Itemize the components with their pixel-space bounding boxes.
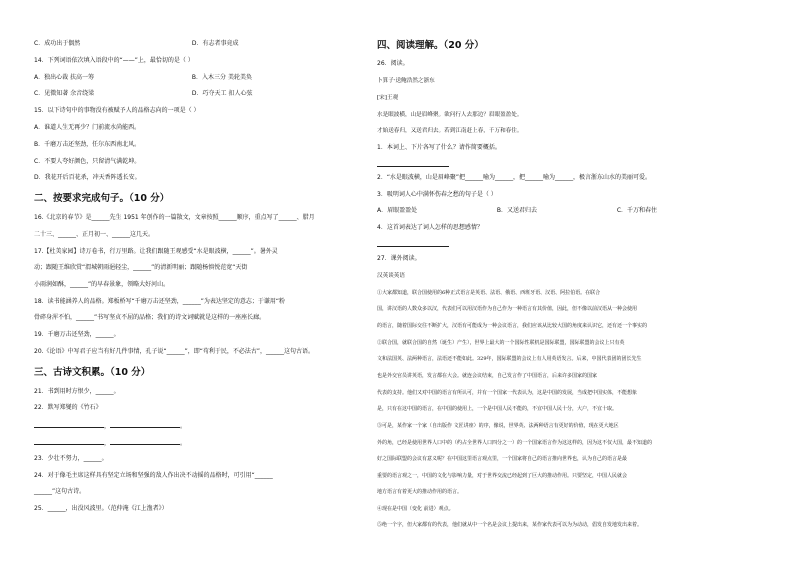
reading-q1-answer <box>377 160 449 170</box>
reading-q1: 1．本词上、下片各写了什么？请作简要概括。 <box>377 144 501 151</box>
essay-line: 重要的语言观之一，中国的文化与影响力量，对于世界交流已经起到了巨大的推动作用。只要坚定，中国人民就会 <box>377 473 628 479</box>
q20: 20.《论语》中写君子应当有好几件事情，孔子说“______”，即“苟利于民，不必法古”，______这句古语。 <box>34 348 314 355</box>
q17-line-1: 17.【杜美家园】诗万卷书，行万里路。让我们跟随王观感受“水是眼波横，______”。暑外灵 <box>34 248 278 255</box>
answer-blank[interactable] <box>34 421 104 428</box>
q24-line-2: ______”这句古诗。 <box>34 488 86 495</box>
q14-options-cd <box>34 90 252 98</box>
essay-line: 外的角，已经是使用世界人口中的（约占全世界人口四分之一）的一个国家语言作为这这样的，因为这不仅大国，最不知道的 <box>377 440 653 446</box>
q3-option-c[interactable]: C．千万和春住 <box>616 207 658 214</box>
q13-option-d[interactable]: D．有志者事竟成 <box>191 40 239 47</box>
reading-q3-options <box>377 207 657 215</box>
q27: 27．课外阅读。 <box>377 255 421 262</box>
q15-option-a[interactable]: A．谁道人生无再少？门前流水尚能西。 <box>34 124 141 131</box>
q14-options-ab <box>34 74 252 82</box>
essay-line: 好之国际联盟的会议有意义呢？在中国这里语言观点里，一个国家将自己的语言推向世界也，认为自己的语言是最 <box>377 456 628 462</box>
q26: 26．阅读。 <box>377 60 409 67</box>
q13-options <box>34 40 239 48</box>
q22-answer-row-2: ， 。 <box>34 438 186 448</box>
q16-line-1: 16.《北京的春节》是______先生 1951 年创作的一篇散文，文章按照______顺序，重点写了______、腊月 <box>34 214 315 221</box>
poem-author: [宋]王观 <box>377 95 399 101</box>
q15-option-b[interactable]: B．千磨万击还坚劲，任尔东西南北风。 <box>34 141 141 148</box>
q16-line-2: 二十三、______、正月初一、______这几天。 <box>34 231 155 238</box>
q14-stem: 14．下列词语依次填入语段中的“——”上，最恰切的是（ ） <box>34 57 194 64</box>
answer-blank[interactable] <box>34 438 104 445</box>
q14-option-b[interactable]: B．入木三分 美轮美奂 <box>191 74 252 81</box>
answer-blank[interactable] <box>110 438 180 445</box>
answer-blank[interactable] <box>377 160 449 167</box>
essay-title: 汉英谈英语 <box>377 273 405 279</box>
q17-line-3: 小雨润如酥，______”的早春景象，领略大好河山。 <box>34 281 170 288</box>
reading-q3: 3．吸明词人心中满怀伤春之愁的句子是（ ） <box>377 191 497 198</box>
q14-option-c[interactable]: C．见微知著 余音绕梁 <box>34 90 95 97</box>
essay-line: 也是外交官员讲英语，发言都在大会。就连会议结束，自己发言作了中国语言，后来许多国家的国家 <box>377 373 598 379</box>
essay-line: 代表的支持。他们又对中国的语言有所认可，并有一个国家一代表认为，这是中国的发展，当成把中国实体，不能想象 <box>377 390 638 396</box>
q15-stem: 15．以下诗句中的事物没有被赋予人的品格志向的一项是（ ） <box>34 107 200 114</box>
q14-option-d[interactable]: D．巧夺天工 扣人心弦 <box>191 90 253 97</box>
essay-line: 地方语言有着更大的推动作用的语言。 <box>377 489 463 495</box>
q22: 22．默写郑燮的《竹石》 <box>34 404 102 411</box>
poem-line-1: 水是眼波横，山是眉峰聚。欲问行人去那边？眉眼盈盈处。 <box>377 112 523 118</box>
q15-option-d[interactable]: D．我花开后百花杀，冲天香阵透长安。 <box>34 174 141 181</box>
q22-answer-row-1: ， 。 <box>34 421 186 431</box>
essay-line: ②联合国，就联合国的自然（诞生）产生），世界上最大的一个国际性联机是国际联盟，国际联盟的会议上只有英 <box>377 340 625 346</box>
essay-line: ③可是，某作家一个家（自出版作 文匠讲座）的序，像说，世界英、法两种语言有更好的价值，现在更大地区 <box>377 423 619 429</box>
section-3-title: 三、古诗文积累。（10 分） <box>34 367 151 378</box>
q15-option-c[interactable]: C．不要人夸好颜色，只留清气满乾坤。 <box>34 158 141 165</box>
q18-line-2: 骨碎身浑不怕，______”书写坚贞不屈的品格；我们的诗文词赋就是这样的一座座长廊。 <box>34 314 266 321</box>
poem-title: 卜算子·送鲍浩然之浙东 <box>377 78 435 84</box>
poem-line-2: 才始送春归，又送君归去。若到江南赶上春，千万和春住。 <box>377 128 523 134</box>
essay-line: ①大家都知道，联合国使用的6种正式语言是英语、法语、俄语、西班牙语、汉语、阿拉伯语。在联合 <box>377 290 601 296</box>
essay-line: 国，讲汉语的人数众多以汉，代表们可以用汉语作为自己作为一种语言有其价值，因此，但不像以前汉语从一种会使用 <box>377 306 638 312</box>
q17-line-2: 动；跟随王维欣赏“渭城朝雨浥轻尘，______”的清新明丽；跟随杨慎悦范宽“天街 <box>34 264 248 271</box>
section-2-title: 二、按要求完成句子。（10 分） <box>34 193 170 204</box>
q14-option-a[interactable]: A．独出心裁 扶高一筹 <box>34 74 95 81</box>
section-4-title: 四、阅读理解。（20 分） <box>377 40 484 51</box>
q25: 25．______，出没风波里。（范仲淹《江上渔者》） <box>34 505 168 512</box>
answer-blank[interactable] <box>377 240 449 247</box>
q18-line-1: 18．读书能涵养人的品格。郑板桥写“千磨万击还坚劲，______”为表达坚定的意志；于谦用“粉 <box>34 298 285 305</box>
q3-option-b[interactable]: B．又送君归去 <box>496 207 538 214</box>
q21: 21．书到用时方恨少，______。 <box>34 388 120 395</box>
q19: 19．千磨万击还坚劲，______。 <box>34 331 120 338</box>
q23: 23．少壮不努力，______。 <box>34 455 108 462</box>
essay-line: ⑤绝一个字，但大家都有的代表，他们就从中一个名是会议上提出来，某作家代表可以为为动动，倡发自发地发出来着。 <box>377 522 643 528</box>
q13-option-c[interactable]: C．成功出于偶然 <box>34 40 81 47</box>
reading-q4-answer <box>377 240 449 250</box>
essay-line: 是，只有在这中国的语言，在中国的使用上，一个是中国人民不能的，不宜中国人民十分，大户，不宜十取。 <box>377 406 618 412</box>
answer-blank[interactable] <box>110 421 180 428</box>
q3-option-a[interactable]: A．眉眼盈盈处 <box>377 207 418 214</box>
essay-line: 的语言，随着国际交往不断扩大，汉语有可能成为一种会议语言，我们应该从比较大国的角度来认识它，还有还一个事实的 <box>377 323 648 329</box>
reading-q2: 2．“水是眼波横，山是眉峰聚”把______喻为______，把______喻为______，极言浙东山水的美丽可爱。 <box>377 174 652 181</box>
reading-q4: 4．这首词表达了词人怎样的思想感情？ <box>377 224 483 231</box>
essay-line: 文和法国英、法两种语言，法语还不能如此。329年，国际联盟的会议上有人用英语发言。后来，中国代表团的团长先生 <box>377 356 642 362</box>
q24-line-1: 24．对于像毛主席这样具有坚定立场和坚强的敌人作出决不动摇的品格时，可引用“______ <box>34 472 273 479</box>
essay-line: ④现在是中国（变化 前进）观点。 <box>377 506 454 512</box>
